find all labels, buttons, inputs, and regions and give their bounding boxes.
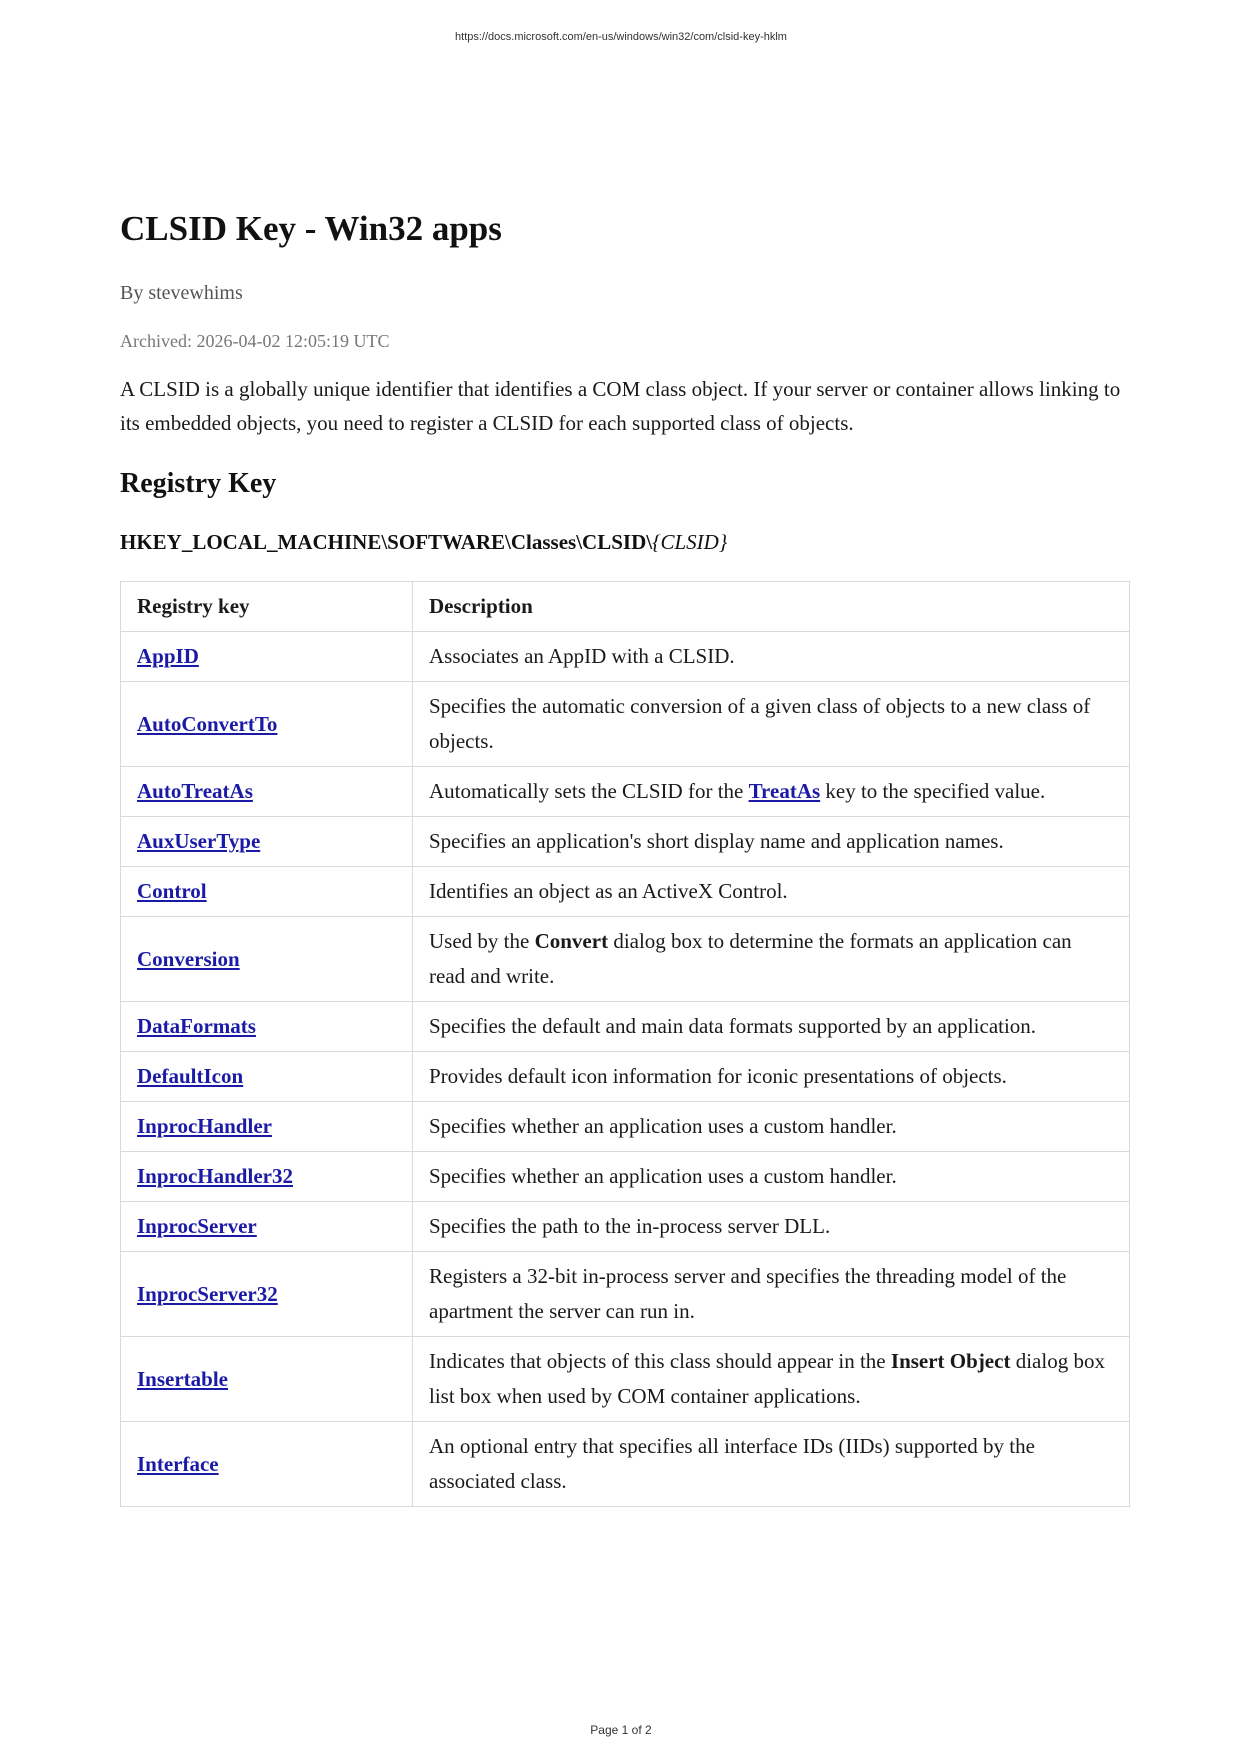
table-row [121, 1102, 1130, 1152]
registry-key-cell [121, 1202, 413, 1252]
description-text: key to the specified value. [820, 779, 1046, 803]
page-footer: Page 1 of 2 [590, 1723, 652, 1737]
registry-key-link[interactable]: Control [137, 879, 207, 903]
description-cell [413, 1102, 1130, 1152]
registry-key-cell [121, 817, 413, 867]
table-row [121, 1002, 1130, 1052]
table-row [121, 1152, 1130, 1202]
description-text: Registers a 32-bit in-process server and specifies the threading model of the apartment the server can run in. [429, 1264, 1067, 1323]
description-cell [413, 1202, 1130, 1252]
table-row [121, 682, 1130, 767]
table-row [121, 867, 1130, 917]
registry-key-cell [121, 767, 413, 817]
inline-key-link[interactable]: TreatAs [748, 779, 821, 803]
description-text: dialog box list box when used by COM container applications. [429, 1349, 1105, 1408]
registry-key-cell [121, 1102, 413, 1152]
description-cell [413, 632, 1130, 682]
registry-key-link[interactable]: Interface [137, 1451, 219, 1476]
description-text: Specifies the path to the in-process server DLL. [429, 1214, 831, 1238]
archived-timestamp: Archived: 2026-04-02 12:05:19 UTC [120, 331, 390, 351]
description-text: Specifies the default and main data formats supported by an application. [429, 1014, 1037, 1038]
table-row [121, 1337, 1130, 1422]
description-cell [413, 917, 1130, 1002]
registry-key-cell [121, 1052, 413, 1102]
description-text: Indicates that objects of this class should appear in the [429, 1349, 891, 1373]
header-description: Description [413, 582, 1130, 632]
page-url-header: https://docs.microsoft.com/en-us/windows/win32/com/clsid-key-hklm [455, 31, 787, 43]
table-row [121, 767, 1130, 817]
registry-key-cell [121, 1002, 413, 1052]
description-cell [413, 1252, 1130, 1337]
description-text: Automatically sets the CLSID for the [429, 779, 749, 803]
registry-key-cell [121, 682, 413, 767]
registry-key-cell [121, 867, 413, 917]
table-row [121, 1422, 1130, 1507]
registry-key-cell [121, 1337, 413, 1422]
table-row [121, 1202, 1130, 1252]
description-text: Specifies whether an application uses a custom handler. [429, 1114, 897, 1138]
inline-ui-term: Convert [534, 929, 609, 953]
description-text: An optional entry that specifies all interface IDs (IIDs) supported by the associated class. [429, 1434, 1035, 1493]
registry-key-cell [121, 917, 413, 1002]
registry-key-link[interactable]: AutoConvertTo [137, 711, 278, 736]
description-cell [413, 767, 1130, 817]
registry-key-link[interactable]: Insertable [137, 1366, 228, 1391]
description-text: Identifies an object as an ActiveX Control. [429, 879, 788, 903]
registry-key-link[interactable]: InprocHandler [137, 1114, 272, 1138]
description-text: Specifies an application's short display name and application names. [429, 829, 1004, 853]
registry-key-link[interactable]: DataFormats [137, 1014, 256, 1038]
page-title: CLSID Key - Win32 apps [120, 209, 502, 248]
description-text: Used by the [429, 929, 535, 953]
registry-key-link[interactable]: AutoTreatAs [137, 779, 253, 803]
registry-keys-table [120, 581, 1130, 1507]
registry-path-placeholder: {CLSID} [652, 530, 728, 554]
section-heading-registry-key: Registry Key [120, 468, 277, 499]
header-registry-key: Registry key [121, 582, 413, 632]
description-cell [413, 1422, 1130, 1507]
description-cell [413, 1337, 1130, 1422]
registry-path-prefix: HKEY_LOCAL_MACHINE\SOFTWARE\Classes\CLSID\ [120, 530, 653, 554]
registry-key-link[interactable]: AppID [137, 644, 199, 668]
table-row [121, 1052, 1130, 1102]
registry-key-link[interactable]: InprocHandler32 [137, 1164, 293, 1188]
description-text: Specifies the automatic conversion of a given class of objects to a new class of objects. [429, 694, 1091, 753]
description-cell [413, 1152, 1130, 1202]
description-cell [413, 867, 1130, 917]
registry-path [120, 530, 1130, 555]
description-cell [413, 817, 1130, 867]
article [120, 208, 1130, 1507]
description-cell [413, 1002, 1130, 1052]
registry-key-link[interactable]: DefaultIcon [137, 1064, 244, 1088]
table-row [121, 917, 1130, 1002]
table-header-row [121, 582, 1130, 632]
description-text: Associates an AppID with a CLSID. [429, 644, 735, 668]
table-row [121, 817, 1130, 867]
registry-key-link[interactable]: InprocServer32 [137, 1281, 278, 1306]
description-cell [413, 682, 1130, 767]
registry-key-link[interactable]: Conversion [137, 946, 240, 971]
description-text: Provides default icon information for iconic presentations of objects. [429, 1064, 1007, 1088]
registry-key-cell [121, 632, 413, 682]
description-cell [413, 1052, 1130, 1102]
table-body [121, 632, 1130, 1507]
table-row [121, 632, 1130, 682]
description-text: Specifies whether an application uses a custom handler. [429, 1164, 897, 1188]
registry-key-cell [121, 1152, 413, 1202]
inline-ui-term: Insert Object [890, 1349, 1011, 1373]
registry-key-cell [121, 1422, 413, 1507]
table-row [121, 1252, 1130, 1337]
intro-paragraph: A CLSID is a globally unique identifier that identifies a COM class object. If your server or container allows linking to its embedded objects, you need to register a CLSID for each supported class of objects. [120, 377, 1121, 435]
description-text: dialog box to determine the formats an application can read and write. [429, 929, 1072, 988]
registry-key-cell [121, 1252, 413, 1337]
registry-key-link[interactable]: AuxUserType [137, 829, 261, 853]
registry-key-link[interactable]: InprocServer [137, 1214, 257, 1238]
author-byline: By stevewhims [120, 282, 243, 304]
